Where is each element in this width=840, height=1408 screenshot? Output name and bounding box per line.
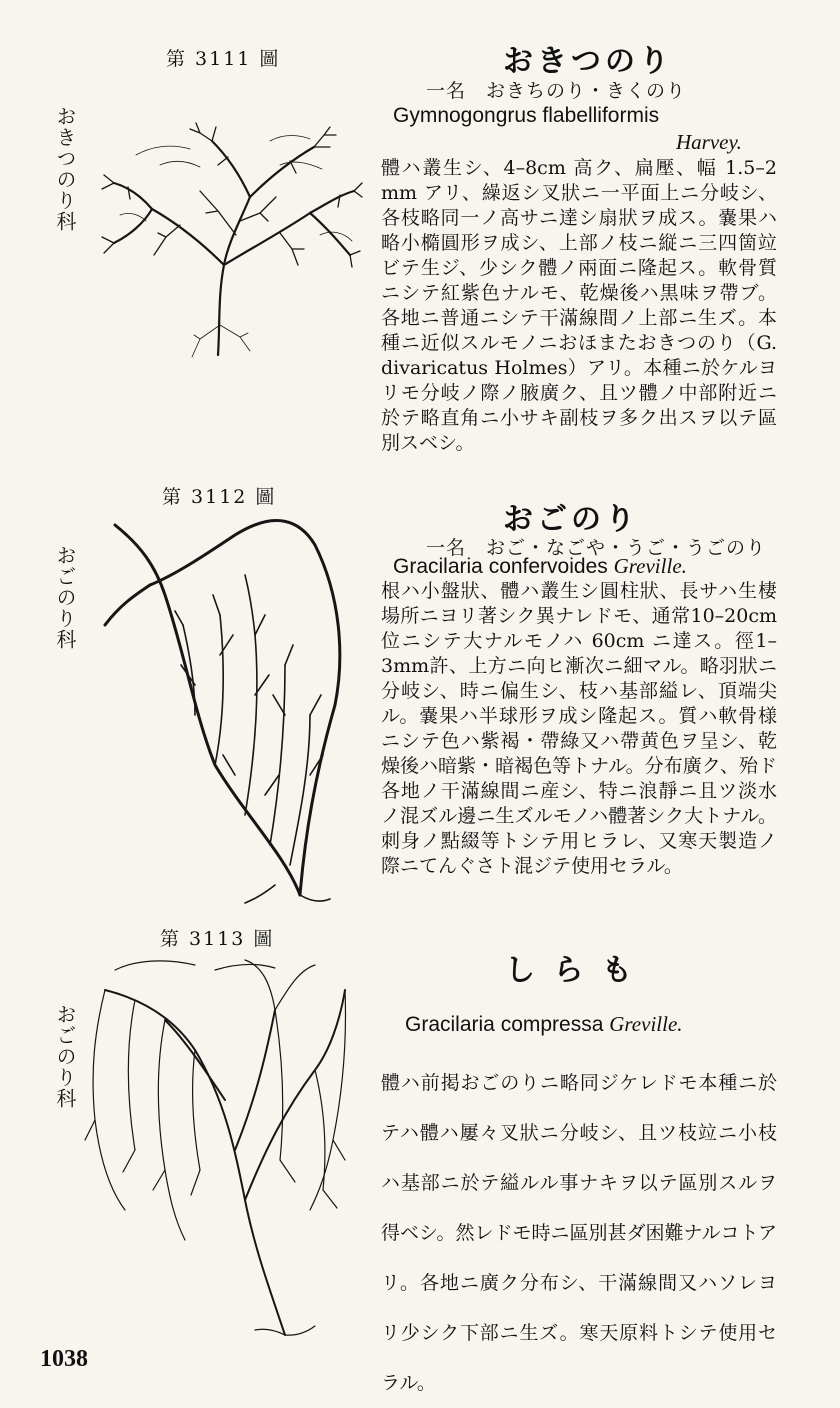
page-number: 1038	[40, 1346, 88, 1372]
figure-label-3113: 第 3113 圖	[160, 928, 275, 950]
title-shiramo: し ら も	[505, 953, 636, 988]
figure-label-3111: 第 3111 圖	[166, 48, 281, 70]
scientific-name-text: Gracilaria compressa	[405, 1013, 604, 1036]
scientific-name-okitsunori: Gymnogongrus flabelliformis	[393, 104, 660, 127]
shiramo-illustration	[75, 950, 365, 1345]
alias-okitsunori: 一名 おきちのり・きくのり	[426, 80, 687, 102]
title-ogonori: おごのり	[503, 502, 639, 537]
author-okitsunori: Harvey.	[676, 130, 742, 154]
description-ogonori: 根ハ小盤狀、體ハ叢生シ圓柱狀、長サハ生棲場所ニヨリ著シク異ナレドモ、通常10–20cm 位ニシテ大ナルモノハ 60cm ニ達ス。徑1–3mm許、上方ニ向ヒ漸次ニ細マル。略羽狀ニ分岐シ、時ニ偏生シ、枝ハ基部縊レ、頂端尖ル。嚢果ハ半球形ヲ成シ隆起ス。質ハ軟骨様ニシテ色ハ紫褐・帶綠又ハ帶黄色ヲ呈シ、乾燥後ハ暗紫・暗褐色等トナル。分布廣ク、殆ド各地ノ干滿線間ニ産シ、特ニ浪靜ニ且ツ淡水ノ混ズル邊ニ生ズルモノハ體著シク大トナル。刺身ノ點綴等トシテ用ヒラレ、又寒天製造ノ際ニてんぐさト混ジテ使用セラル。	[381, 580, 777, 877]
figure-label-3112: 第 3112 圖	[162, 486, 277, 508]
author-ogonori: Greville.	[613, 554, 687, 578]
title-okitsunori: おきつのり	[503, 44, 673, 79]
author-shiramo: Greville.	[609, 1012, 683, 1036]
description-shiramo: 體ハ前掲おごのりニ略同ジケレドモ本種ニ於テハ體ハ屢々叉狀ニ分岐シ、且ツ枝竝ニ小枝ハ基部ニ於テ縊ルル事ナキヲ以テ區別スルヲ得ベシ。然レドモ時ニ區別甚ダ困難ナルコトアリ。各地ニ廣ク分布シ、干滿線間又ハソレヨリ少シク下部ニ生ズ。寒天原料トシテ使用セラル。	[381, 1072, 777, 1394]
scientific-name-ogonori	[393, 554, 687, 579]
family-label-shiramo: おごのり科	[53, 1004, 77, 1109]
okitsunori-illustration	[100, 125, 360, 365]
ogonori-illustration	[95, 515, 365, 910]
alias-ogonori: 一名 おご・なごや・うご・うごのり	[426, 537, 767, 559]
scientific-name-text: Gracilaria confervoides	[393, 555, 608, 578]
family-label-okitsunori: おきつのり科	[53, 106, 77, 232]
scientific-name-shiramo	[405, 1012, 683, 1037]
family-label-ogonori: おごのり科	[53, 545, 77, 650]
description-okitsunori: 體ハ叢生シ、4–8cm 高ク、扁壓、幅 1.5–2 mm アリ、繰返シ叉狀ニ一平面上ニ分岐シ、各枝略同一ノ高サニ達シ扇狀ヲ成ス。嚢果ハ略小橢圓形ヲ成シ、上部ノ枝ニ縦ニ三四箇竝ビテ生ジ、少シク體ノ兩面ニ隆起ス。軟骨質ニシテ紅紫色ナルモ、乾燥後ハ黒味ヲ帶ブ。各地ニ普通ニシテ干滿線間ノ上部ニ生ズ。本種ニ近似スルモノニおほまたおきつのり（G. divaricatus Holmes）アリ。本種ニ於ケルヨリモ分岐ノ際ノ腋廣ク、且ツ體ノ中部附近ニ於テ略直角ニ小サキ副枝ヲ多ク出スヲ以テ區別スベシ。	[381, 157, 777, 454]
